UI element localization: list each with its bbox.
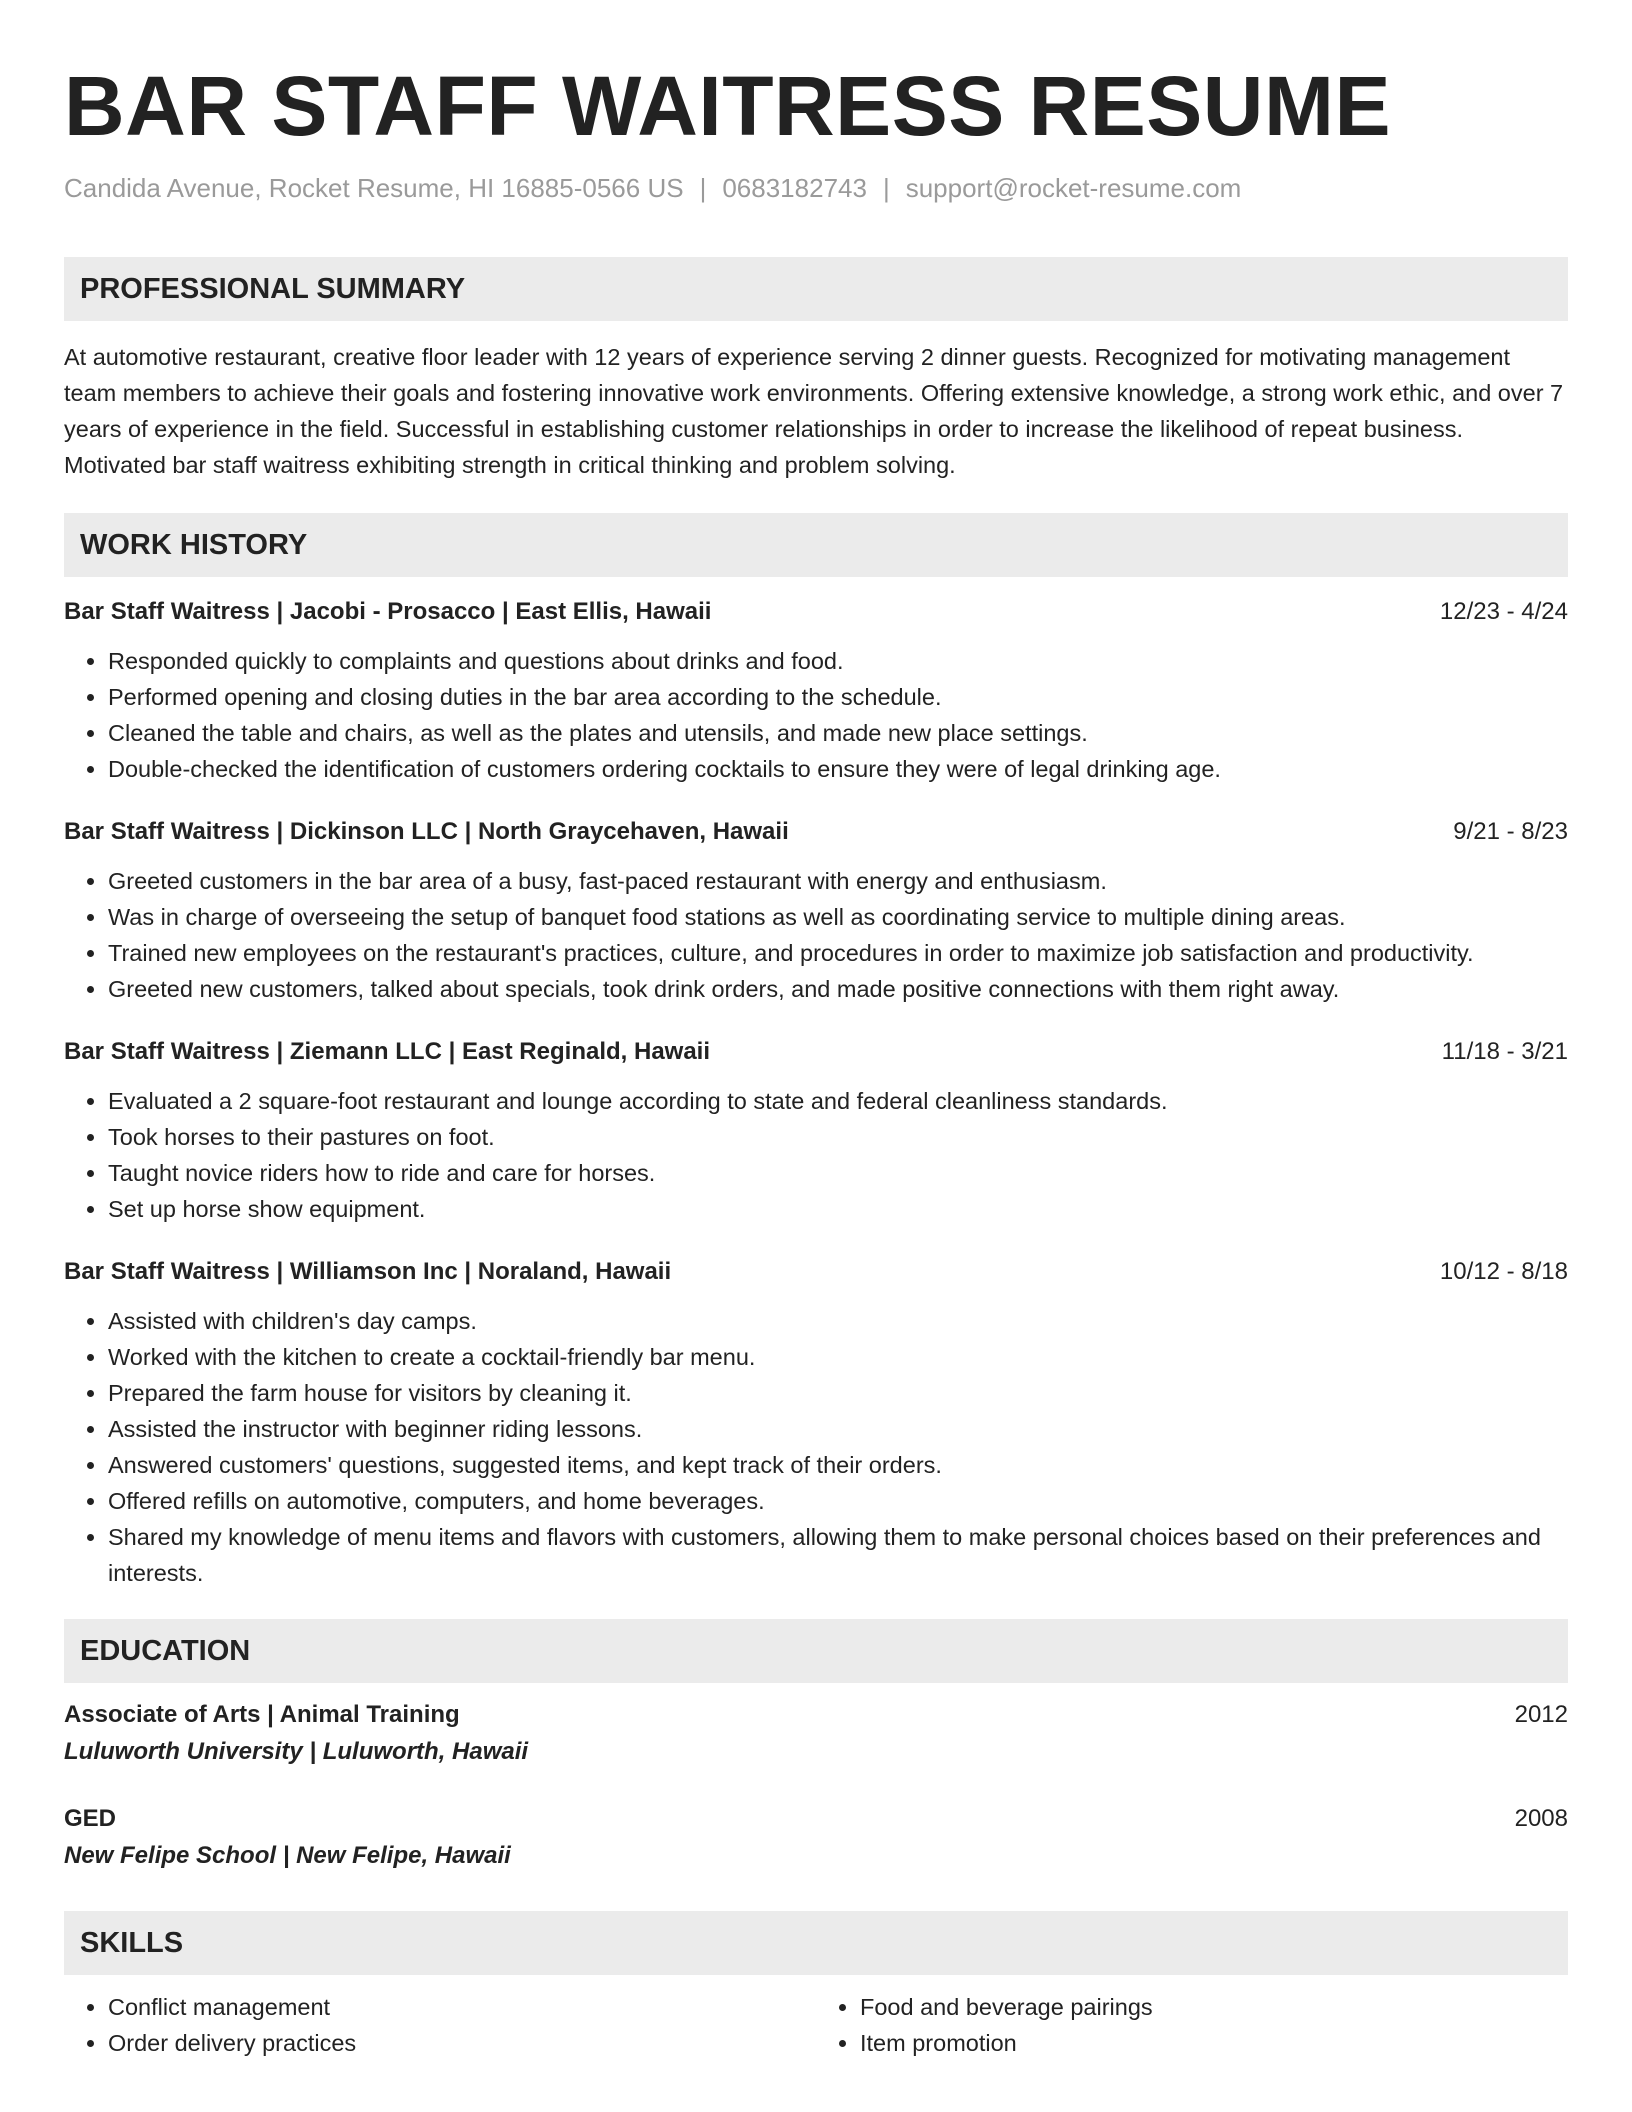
job-entry bbox=[64, 595, 1568, 787]
job-dates: 10/12 - 8/18 bbox=[1439, 1258, 1568, 1285]
education-degree: GED bbox=[64, 1805, 117, 1832]
job-bullet: • Took horses to their pastures on foot. bbox=[108, 1119, 1568, 1155]
contact-separator: | bbox=[882, 173, 890, 203]
job-entry bbox=[64, 1035, 1568, 1227]
job-bullet: • Greeted customers in the bar area of a busy, fast-paced restaurant with energy and enthusiasm. bbox=[108, 863, 1568, 899]
job-bullet: • Answered customers' questions, suggested items, and kept track of their orders. bbox=[108, 1447, 1568, 1483]
job-title: Bar Staff Waitress | Jacobi - Prosacco | East Ellis, Hawaii bbox=[64, 598, 712, 625]
job-title: Bar Staff Waitress | Williamson Inc | Noraland, Hawaii bbox=[64, 1258, 672, 1285]
job-bullet: • Cleaned the table and chairs, as well as the plates and utensils, and made new place settings. bbox=[108, 715, 1568, 751]
job-bullet: • Prepared the farm house for visitors by cleaning it. bbox=[108, 1375, 1568, 1411]
job-bullet: • Offered refills on automotive, computers, and home beverages. bbox=[108, 1483, 1568, 1519]
job-header bbox=[64, 1035, 1568, 1069]
job-title: Bar Staff Waitress | Ziemann LLC | East Reginald, Hawaii bbox=[64, 1038, 711, 1065]
skills-column-right bbox=[816, 1989, 1568, 2061]
education-year: 2012 bbox=[1514, 1701, 1568, 1728]
education-header bbox=[64, 1801, 1568, 1837]
skills-list bbox=[64, 1975, 1568, 2061]
job-bullet: • Taught novice riders how to ride and care for horses. bbox=[108, 1155, 1568, 1191]
work-history-list bbox=[64, 595, 1568, 1591]
job-header bbox=[64, 815, 1568, 849]
job-bullet: • Double-checked the identification of customers ordering cocktails to ensure they were of legal drinking age. bbox=[108, 751, 1568, 787]
contact-phone: 0683182743 bbox=[722, 173, 867, 203]
job-header bbox=[64, 595, 1568, 629]
skill-item: • Food and beverage pairings bbox=[860, 1989, 1568, 2025]
job-bullet: • Assisted the instructor with beginner riding lessons. bbox=[108, 1411, 1568, 1447]
section-heading-skills: SKILLS bbox=[64, 1911, 1568, 1975]
education-header bbox=[64, 1697, 1568, 1733]
job-bullet: • Trained new employees on the restaurant's practices, culture, and procedures in order to maximize job satisfaction and productivity. bbox=[108, 935, 1568, 971]
job-entry bbox=[64, 1255, 1568, 1591]
job-bullet: • Worked with the kitchen to create a cocktail-friendly bar menu. bbox=[108, 1339, 1568, 1375]
job-dates: 11/18 - 3/21 bbox=[1441, 1038, 1568, 1065]
job-bullet: • Set up horse show equipment. bbox=[108, 1191, 1568, 1227]
job-bullet: • Evaluated a 2 square-foot restaurant and lounge according to state and federal cleanliness standards. bbox=[108, 1083, 1568, 1119]
job-entry bbox=[64, 815, 1568, 1007]
job-bullet: • Assisted with children's day camps. bbox=[108, 1303, 1568, 1339]
education-school: New Felipe School | New Felipe, Hawaii bbox=[64, 1842, 511, 1869]
skills-column-left bbox=[64, 1989, 816, 2061]
job-bullet-list bbox=[64, 643, 1568, 787]
job-bullet: • Performed opening and closing duties in the bar area according to the schedule. bbox=[108, 679, 1568, 715]
job-bullet: • Shared my knowledge of menu items and flavors with customers, allowing them to make personal choices based on their preferences and interests. bbox=[108, 1519, 1568, 1591]
contact-separator: | bbox=[699, 173, 707, 203]
job-bullet-list bbox=[64, 863, 1568, 1007]
job-dates: 9/21 - 8/23 bbox=[1453, 818, 1568, 845]
section-heading-summary: PROFESSIONAL SUMMARY bbox=[64, 257, 1568, 321]
contact-address: Candida Avenue, Rocket Resume, HI 16885-0566 US bbox=[64, 173, 684, 203]
section-heading-education: EDUCATION bbox=[64, 1619, 1568, 1683]
job-bullet: • Responded quickly to complaints and questions about drinks and food. bbox=[108, 643, 1568, 679]
education-list bbox=[64, 1697, 1568, 1875]
education-entry bbox=[64, 1801, 1568, 1875]
education-year: 2008 bbox=[1514, 1805, 1568, 1832]
job-bullet: • Was in charge of overseeing the setup of banquet food stations as well as coordinating service to multiple dining areas. bbox=[108, 899, 1568, 935]
section-heading-work-history: WORK HISTORY bbox=[64, 513, 1568, 577]
summary-text: At automotive restaurant, creative floor leader with 12 years of experience serving 2 dinner guests. Recognized for motivating management team members to achieve their goals and fostering innovative work environments. Offering extensive knowledge, a strong work ethic, and over 7 years of experience in the field. Successful in establishing customer relationships in order to increase the likelihood of repeat business. Motivated bar staff waitress exhibiting strength in critical thinking and problem solving. bbox=[64, 344, 1564, 478]
job-dates: 12/23 - 4/24 bbox=[1439, 598, 1568, 625]
job-bullet-list bbox=[64, 1303, 1568, 1591]
contact-line bbox=[64, 170, 1568, 206]
job-bullet-list bbox=[64, 1083, 1568, 1227]
education-school: Luluworth University | Luluworth, Hawaii bbox=[64, 1738, 529, 1765]
skill-item: • Conflict management bbox=[108, 1989, 816, 2025]
job-header bbox=[64, 1255, 1568, 1289]
contact-email: support@rocket-resume.com bbox=[905, 173, 1242, 203]
resume-title: BAR STAFF WAITRESS RESUME bbox=[64, 59, 1391, 153]
job-bullet: • Greeted new customers, talked about specials, took drink orders, and made positive connections with them right away. bbox=[108, 971, 1568, 1007]
education-degree: Associate of Arts | Animal Training bbox=[64, 1701, 460, 1728]
job-title: Bar Staff Waitress | Dickinson LLC | North Graycehaven, Hawaii bbox=[64, 818, 789, 845]
education-entry bbox=[64, 1697, 1568, 1771]
skill-item: • Order delivery practices bbox=[108, 2025, 816, 2061]
skill-item: • Item promotion bbox=[860, 2025, 1568, 2061]
